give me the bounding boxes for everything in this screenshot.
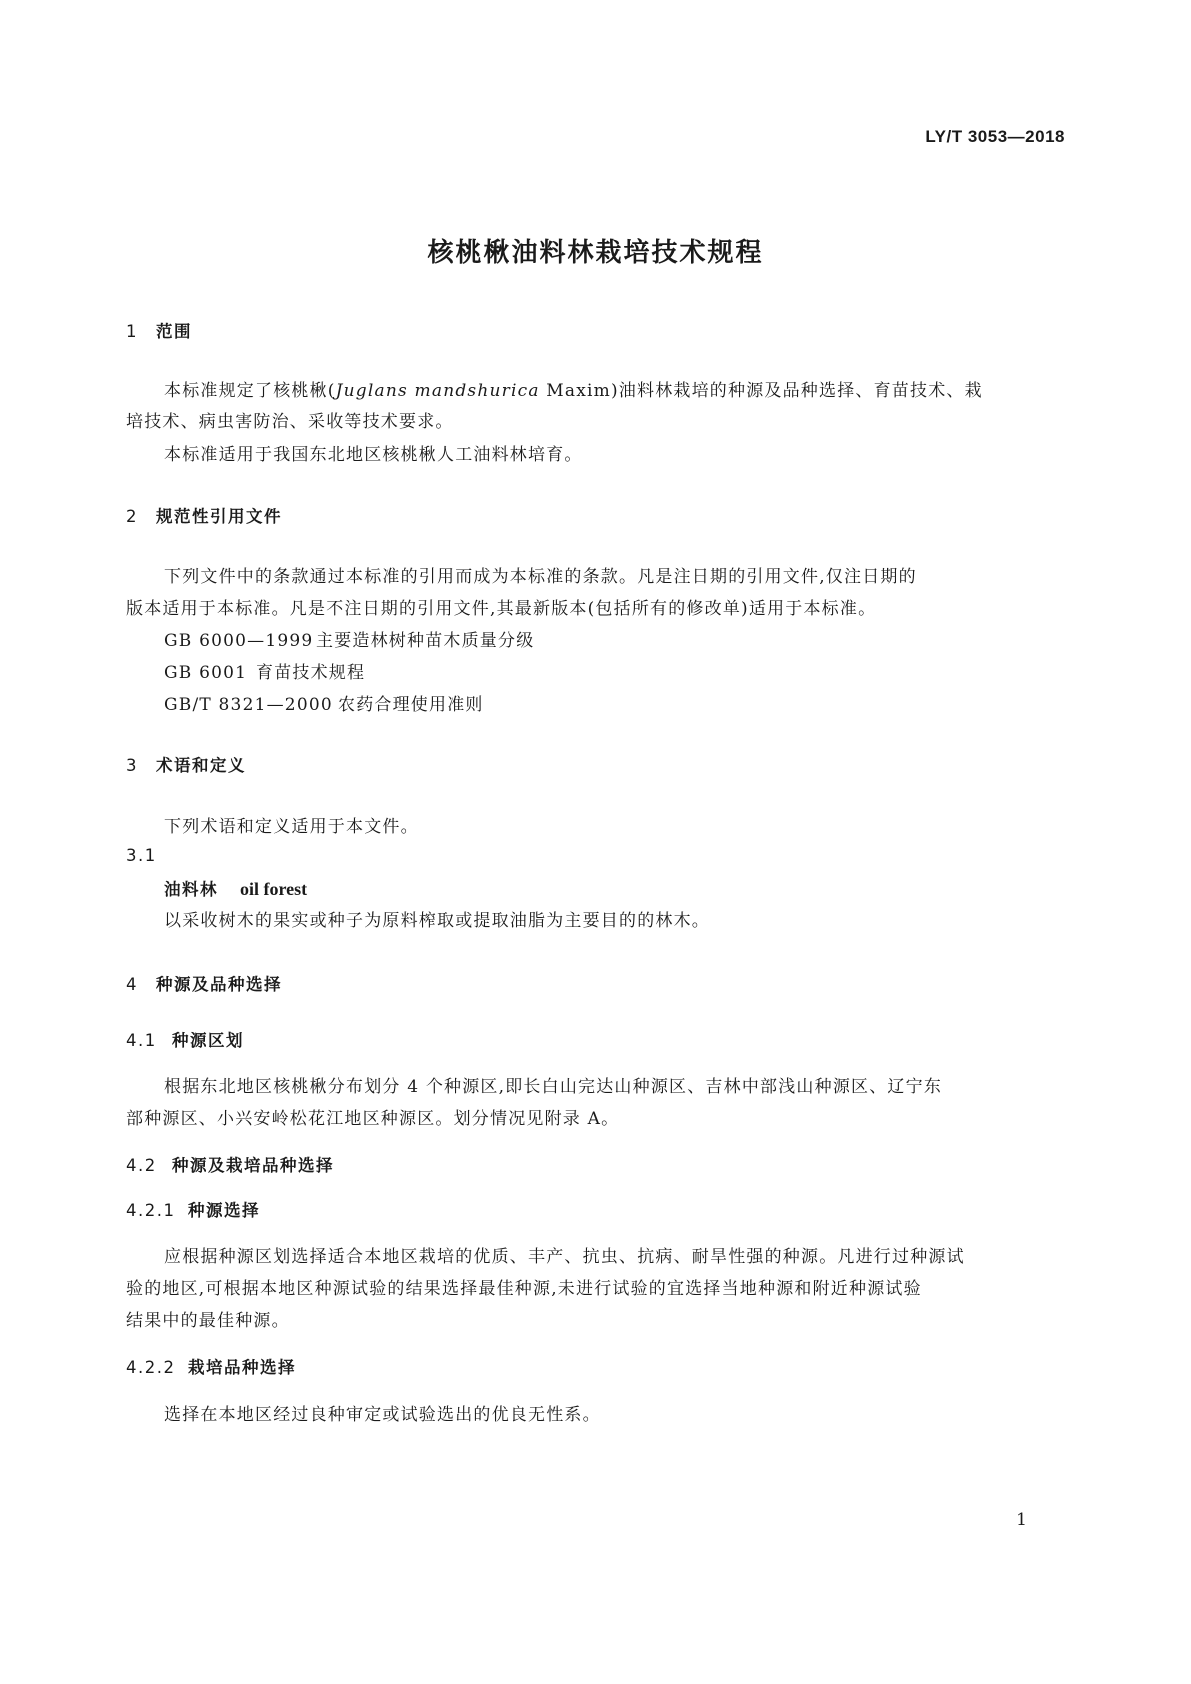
- subsection-number: 4.1: [126, 1031, 157, 1050]
- section-title: 术语和定义: [156, 756, 246, 775]
- term-number: 3.1: [126, 846, 157, 865]
- section-title: 范围: [156, 322, 192, 341]
- section-1-paragraph-1-line-1: [164, 376, 983, 401]
- section-2-paragraph-line-2: 版本适用于本标准。凡是不注日期的引用文件,其最新版本(包括所有的修改单)适用于本标准。: [126, 599, 877, 619]
- subsection-4-2-1-paragraph-line-1: 应根据种源区划选择适合本地区栽培的优质、丰产、抗虫、抗病、耐旱性强的种源。凡进行过种源试: [164, 1247, 965, 1267]
- subsection-4-2-1-paragraph-line-3: 结果中的最佳种源。: [126, 1311, 290, 1331]
- text-run: 本标准规定了核桃楸(: [164, 381, 336, 401]
- reference-item: [164, 690, 484, 715]
- subsection-4-2-2-heading: [126, 1354, 296, 1378]
- latin-name: Juglans mandshurica: [335, 381, 540, 401]
- page-number: 1: [1016, 1510, 1027, 1530]
- section-2-heading: [126, 503, 282, 527]
- reference-title: 育苗技术规程: [256, 663, 366, 683]
- section-title: 种源及品种选择: [156, 975, 282, 994]
- section-number: 1: [126, 322, 138, 341]
- reference-title: 农药合理使用准则: [338, 695, 484, 715]
- subsection-number: 4.2: [126, 1156, 157, 1175]
- subsection-title: 种源及栽培品种选择: [172, 1156, 334, 1175]
- section-number: 3: [126, 756, 138, 775]
- section-3-paragraph: 下列术语和定义适用于本文件。: [164, 817, 419, 837]
- subsection-4-1-paragraph-line-1: 根据东北地区核桃楸分布划分 4 个种源区,即长白山完达山种源区、吉林中部浅山种源区、辽宁东: [164, 1077, 943, 1097]
- subsection-4-1-paragraph-line-2: 部种源区、小兴安岭松花江地区种源区。划分情况见附录 A。: [126, 1109, 620, 1129]
- section-2-paragraph-line-1: 下列文件中的条款通过本标准的引用而成为本标准的条款。凡是注日期的引用文件,仅注日期的: [164, 567, 917, 587]
- term-english: oil forest: [240, 879, 308, 899]
- subsection-number: 4.2.2: [126, 1358, 176, 1377]
- text-run: Maxim)油料林栽培的种源及品种选择、育苗技术、栽: [539, 381, 983, 401]
- reference-title: 主要造林树种苗木质量分级: [316, 631, 535, 651]
- reference-item: [164, 658, 365, 683]
- subsection-4-2-heading: [126, 1152, 334, 1176]
- section-title: 规范性引用文件: [156, 507, 282, 526]
- document-title: 核桃楸油料林栽培技术规程: [427, 238, 764, 268]
- standard-code: LY/T 3053—2018: [925, 127, 1065, 146]
- subsection-4-2-2-paragraph: 选择在本地区经过良种审定或试验选出的优良无性系。: [164, 1405, 601, 1425]
- term-heading: [164, 876, 307, 900]
- reference-code: GB 6000—1999: [164, 631, 314, 651]
- section-3-heading: [126, 752, 246, 776]
- subsection-title: 种源区划: [172, 1031, 244, 1050]
- section-number: 4: [126, 975, 138, 994]
- subsection-number: 4.2.1: [126, 1201, 176, 1220]
- section-1-paragraph-2: 本标准适用于我国东北地区核桃楸人工油料林培育。: [164, 445, 583, 465]
- section-1-paragraph-1-line-2: 培技术、病虫害防治、采收等技术要求。: [126, 412, 454, 432]
- reference-code: GB 6001: [164, 663, 248, 683]
- subsection-title: 栽培品种选择: [188, 1358, 296, 1377]
- subsection-4-1-heading: [126, 1027, 244, 1051]
- term-chinese: 油料林: [164, 880, 218, 899]
- reference-code: GB/T 8321—2000: [164, 695, 333, 715]
- subsection-title: 种源选择: [188, 1201, 260, 1220]
- reference-item: [164, 626, 534, 651]
- section-number: 2: [126, 507, 138, 526]
- section-1-heading: [126, 318, 192, 342]
- section-4-heading: [126, 971, 282, 995]
- subsection-4-2-1-paragraph-line-2: 验的地区,可根据本地区种源试验的结果选择最佳种源,未进行试验的宜选择当地种源和附近种源试验: [126, 1279, 922, 1299]
- subsection-4-2-1-heading: [126, 1197, 260, 1221]
- term-definition: 以采收树木的果实或种子为原料榨取或提取油脂为主要目的的林木。: [164, 911, 710, 931]
